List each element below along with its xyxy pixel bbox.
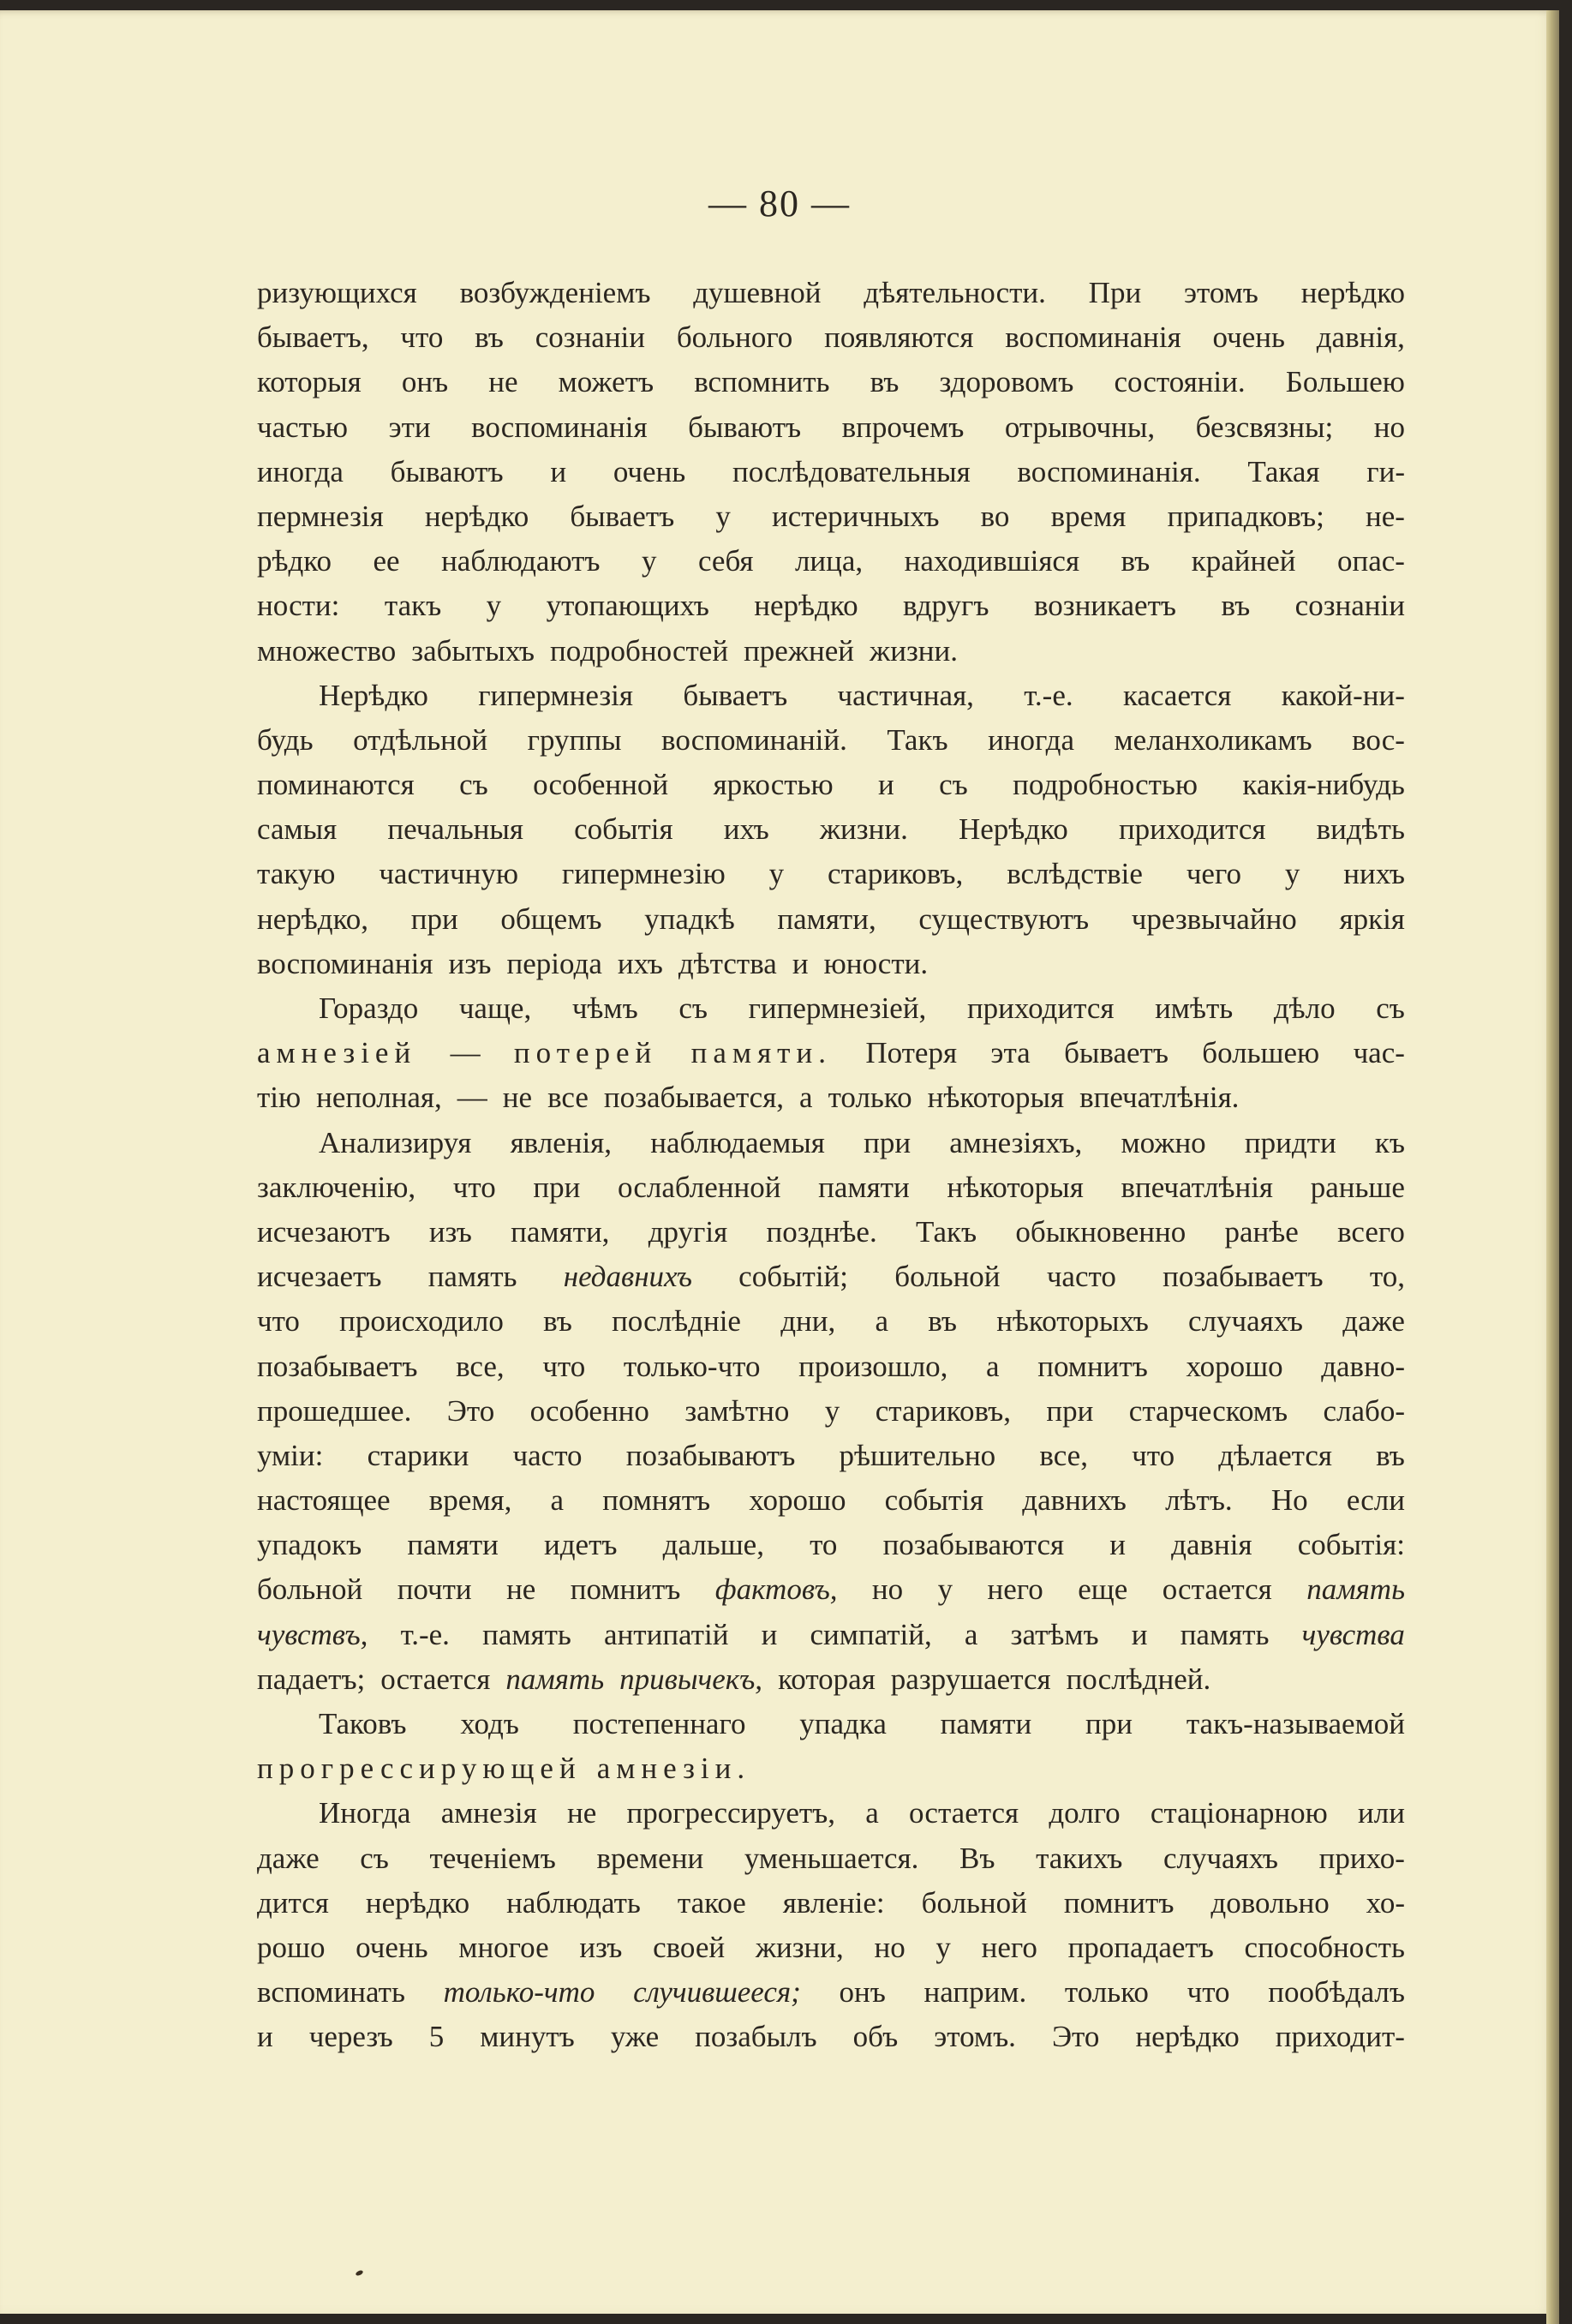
text-line: Гораздо чаще, чѣмъ съ гипермнезіей, приходится имѣть дѣло съ [319,991,1405,1025]
text-line: Нерѣдко гипермнезія бываетъ частичная, т.-е. касается какой-ни- [319,678,1405,712]
text-line: Анализируя явленія, наблюдаемыя при амнезіяхъ, можно придти къ [319,1125,1405,1159]
text-line: иногда бываютъ и очень послѣдовательныя воспоминанія. Такая ги- [257,454,1405,488]
text-line: дится нерѣдко наблюдать такое явленіе: больной помнитъ довольно хо- [257,1885,1405,1920]
text-line: уміи: старики часто позабываютъ рѣшительно все, что дѣлается въ [257,1438,1405,1472]
text-line: чувствъ, т.-е. память антипатій и симпатій, а затѣмъ и память чувства [257,1617,1405,1651]
text-line: будь отдѣльной группы воспоминаній. Такъ иногда меланхоликамъ вос- [257,722,1405,757]
text-line: позабываетъ все, что только-что произошло, а помнитъ хорошо давно- [257,1349,1405,1383]
text-line: нерѣдко, при общемъ упадкѣ памяти, существуютъ чрезвычайно яркія [257,901,1405,936]
text-line: Таковъ ходъ постепеннаго упадка памяти при такъ-называемой [319,1707,1405,1740]
text-line: ризующихся возбужденіемъ душевной дѣятельности. При этомъ нерѣдко [257,276,1405,309]
book-page [0,10,1559,2314]
text-line: прошедшее. Это особенно замѣтно у стариковъ, при старческомъ слабо- [257,1393,1405,1428]
page-edge-shadow [1546,10,1559,2324]
text-line: Иногда амнезія не прогрессируетъ, а остается долго стаціонарною или [319,1796,1405,1830]
text-line: падаетъ; остается память привычекъ, которая разрушается послѣдней. [257,1662,1211,1696]
text-line: воспоминанія изъ періода ихъ дѣтства и юности. [257,946,929,980]
text-line: рѣдко ее наблюдаютъ у себя лица, находившіяся въ крайней опас- [257,544,1405,578]
body-text [257,271,1405,2060]
text-line: вспоминать только-что случившееся; онъ наприм. только что пообѣдалъ [257,1975,1405,2010]
text-line: и черезъ 5 минутъ уже позабылъ объ этомъ. Это нерѣдко приходит- [257,2020,1405,2054]
text-line: рошо очень многое изъ своей жизни, но у него пропадаетъ способность [257,1930,1405,1964]
text-line: частью эти воспоминанія бываютъ впрочемъ отрывочны, безсвязны; но [257,410,1405,444]
text-line: бываетъ, что въ сознаніи больного появляются воспоминанія очень давнія, [257,320,1405,355]
text-line: множество забытыхъ подробностей прежней жизни. [257,633,958,668]
text-line: самыя печальныя событія ихъ жизни. Нерѣдко приходится видѣть [257,812,1405,847]
ink-speck [355,2269,363,2276]
text-line: амнезіей — потерей памяти. Потеря эта бываетъ большею час- [257,1036,1405,1070]
page-number: — 80 — [708,183,851,225]
text-line: такую частичную гипермнезію у стариковъ, вслѣдствіе чего у нихъ [257,857,1405,891]
text-line: поминаются съ особенной яркостью и съ подробностью какія-нибудь [257,768,1405,802]
text-line: что происходило въ послѣдніе дни, а въ нѣкоторыхъ случаяхъ даже [257,1304,1405,1339]
text-line: заключенію, что при ослабленной памяти нѣкоторыя впечатлѣнія раньше [257,1170,1405,1204]
text-line: исчезаютъ изъ памяти, другія позднѣе. Такъ обыкновенно ранѣе всего [257,1214,1405,1249]
text-line: даже съ теченіемъ времени уменьшается. Въ такихъ случаяхъ прихо- [257,1841,1405,1875]
text-line: ности: такъ у утопающихъ нерѣдко вдругъ возникаетъ въ сознаніи [257,589,1405,623]
text-line: исчезаетъ память недавнихъ событій; больной часто позабываетъ то, [257,1260,1405,1294]
text-line: прогрессирующей амнезіи. [257,1752,751,1786]
text-line: упадокъ памяти идетъ дальше, то позабываются и давнія событія: [257,1528,1405,1562]
text-line: тію неполная, — не все позабывается, а только нѣкоторыя впечатлѣнія. [257,1081,1240,1115]
text-line: настоящее время, а помнятъ хорошо событія давнихъ лѣтъ. Но если [257,1483,1405,1518]
text-line: пермнезія нерѣдко бываетъ у истеричныхъ во время припадковъ; не- [257,499,1405,533]
text-line: больной почти не помнитъ фактовъ, но у него еще остается память [257,1572,1405,1607]
text-line: которыя онъ не можетъ вспомнить въ здоровомъ состояніи. Большею [257,365,1405,399]
